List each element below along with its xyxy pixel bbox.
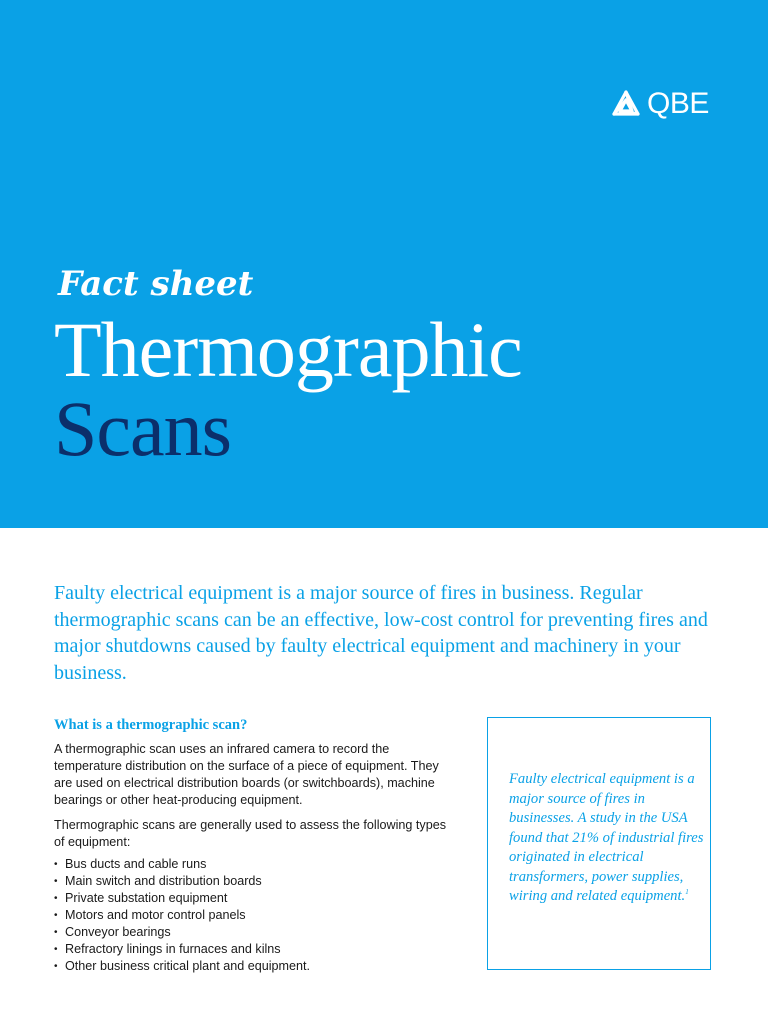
list-item: • Motors and motor control panels <box>54 907 310 924</box>
callout-box <box>487 717 711 970</box>
intro-paragraph: Faulty electrical equipment is a major source of fires in business. Regular thermographic scans can be an effective, low-cost control for preventing fires and major shutdowns caused by faulty electrical equipment and machinery in your business. <box>54 582 708 684</box>
qbe-logo <box>611 88 709 120</box>
qbe-triangle-icon <box>611 89 641 119</box>
page-title-line1: Thermographic <box>54 306 522 393</box>
callout-body: Faulty electrical equipment is a major source of fires in businesses. A study in the USA found that 21% of industrial fires originated in electrical transformers, power supplies, wiring and related equipment. <box>509 771 704 904</box>
list-item: • Private substation equipment <box>54 890 310 907</box>
list-item: • Main switch and distribution boards <box>54 873 310 890</box>
fact-sheet-label: Fact sheet <box>58 264 254 304</box>
footnote-reference: 1 <box>685 888 689 897</box>
section-heading: What is a thermographic scan? <box>54 717 248 733</box>
body-paragraph-1: A thermographic scan uses an infrared camera to record the temperature distribution on the surface of a piece of equipment. They are used on electrical distribution boards (or switchboards), machine bearings or other heat-producing equipment. <box>54 742 439 807</box>
page-title-line2: Scans <box>54 385 231 472</box>
list-item: • Bus ducts and cable runs <box>54 856 310 873</box>
list-item: • Conveyor bearings <box>54 924 310 941</box>
list-item: • Refractory linings in furnaces and kilns <box>54 941 310 958</box>
list-item: • Other business critical plant and equipment. <box>54 958 310 975</box>
callout-text <box>509 770 705 907</box>
body-paragraph-2: Thermographic scans are generally used to assess the following types of equipment: <box>54 818 447 849</box>
logo-wordmark: QBE <box>647 87 709 120</box>
equipment-list <box>54 856 310 975</box>
